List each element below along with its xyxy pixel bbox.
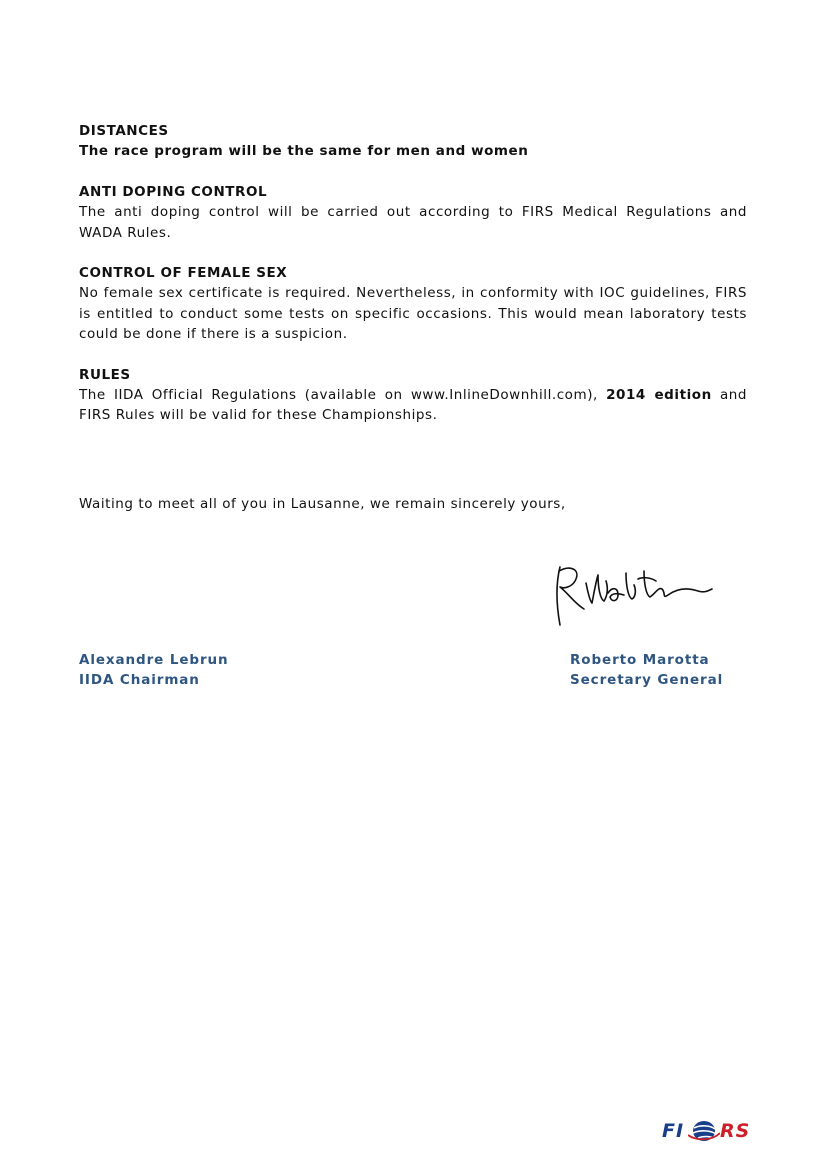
section-heading: ANTI DOPING CONTROL [79, 183, 268, 200]
signatory-right [570, 650, 723, 691]
signatory-title: Secretary General [570, 672, 724, 689]
logo-text-fi: FI [662, 1120, 685, 1142]
section-heading: CONTROL OF FEMALE SEX [79, 265, 288, 282]
letter-body [79, 121, 747, 514]
handwritten-signature-icon [546, 563, 716, 631]
signatory-left [79, 650, 229, 691]
section-heading: RULES [79, 366, 131, 383]
rules-text-part1: The IIDA Official Regulations (available on www.InlineDownhill.com), [79, 387, 607, 404]
signatory-name: Roberto Marotta [570, 652, 710, 668]
firs-logo [662, 1116, 762, 1146]
rules-edition: 2014 edition [606, 387, 712, 404]
section-anti-doping [79, 182, 747, 243]
logo-text-rs: RS [720, 1120, 751, 1142]
section-female-sex-control [79, 263, 747, 345]
section-text: The race program will be the same for men and women [79, 143, 529, 160]
section-distances [79, 121, 747, 162]
signatory-title: IIDA Chairman [79, 672, 200, 689]
section-rules [79, 365, 747, 426]
logo-globe-icon [688, 1119, 720, 1143]
signatory-name: Alexandre Lebrun [79, 652, 229, 668]
section-heading: DISTANCES [79, 123, 169, 139]
section-text: The anti doping control will be carried out according to FIRS Medical Regulations and WADA Rules. [79, 204, 747, 241]
section-text: No female sex certificate is required. Nevertheless, in conformity with IOC guidelines, FIRS is entitled to conduct some tests on specific occasions. This would mean laboratory tests could be done if there is a suspicion. [79, 285, 747, 343]
closing-line: Waiting to meet all of you in Lausanne, we remain sincerely yours, [79, 495, 566, 512]
section-text [79, 385, 747, 426]
rules-text-part2: and FIRS Rules will be valid for these Championships. [79, 387, 747, 424]
